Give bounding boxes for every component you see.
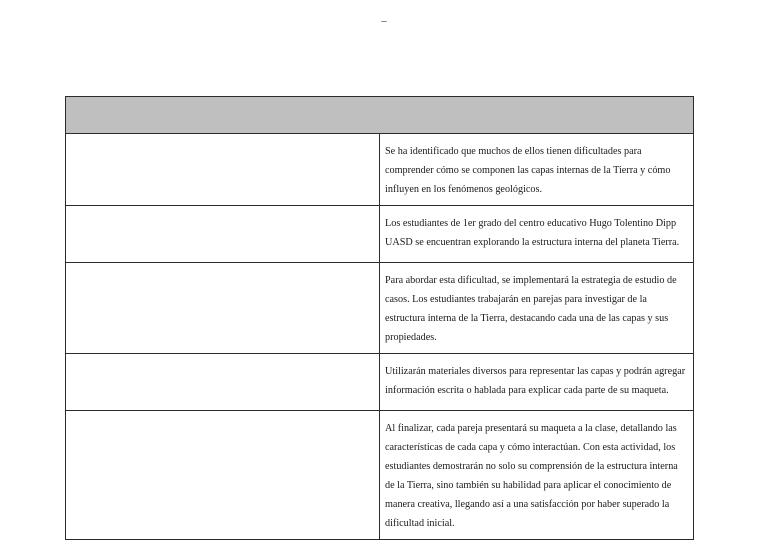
row-text-cell: Para abordar esta dificultad, se implementará la estrategia de estudio de casos. Los estudiantes trabajarán en parejas para investigar de la estructura interna de la Tierra, destacando cada una de las capas y sus propiedades. (380, 263, 694, 354)
row-label-cell (66, 134, 380, 206)
row-label-cell (66, 411, 380, 540)
table-row (66, 206, 694, 263)
table-row (66, 263, 694, 354)
table-header-cell (66, 97, 694, 134)
table-row (66, 354, 694, 411)
row-text-cell: Al finalizar, cada pareja presentará su maqueta a la clase, detallando las características de cada capa y cómo interactúan. Con esta actividad, los estudiantes demostrarán no solo su comprensión de la estructura interna de la Tierra, sino también su habilidad para aplicar el conocimiento de manera creativa, llegando así a una satisfacción por haber superado la dificultad inicial. (380, 411, 694, 540)
row-text-cell: Utilizarán materiales diversos para representar las capas y podrán agregar información escrita o hablada para explicar cada parte de su maqueta. (380, 354, 694, 411)
row-text-cell: Se ha identificado que muchos de ellos tienen dificultades para comprender cómo se componen las capas internas de la Tierra y cómo influyen en los fenómenos geológicos. (380, 134, 694, 206)
table-row (66, 134, 694, 206)
table-header-row (66, 97, 694, 134)
content-table (65, 96, 694, 540)
row-label-cell (66, 206, 380, 263)
row-label-cell (66, 354, 380, 411)
table-row (66, 411, 694, 540)
row-label-cell (66, 263, 380, 354)
row-text-cell: Los estudiantes de 1er grado del centro educativo Hugo Tolentino Dipp UASD se encuentran explorando la estructura interna del planeta Tierra. (380, 206, 694, 263)
page-top-mark: – (381, 15, 387, 27)
